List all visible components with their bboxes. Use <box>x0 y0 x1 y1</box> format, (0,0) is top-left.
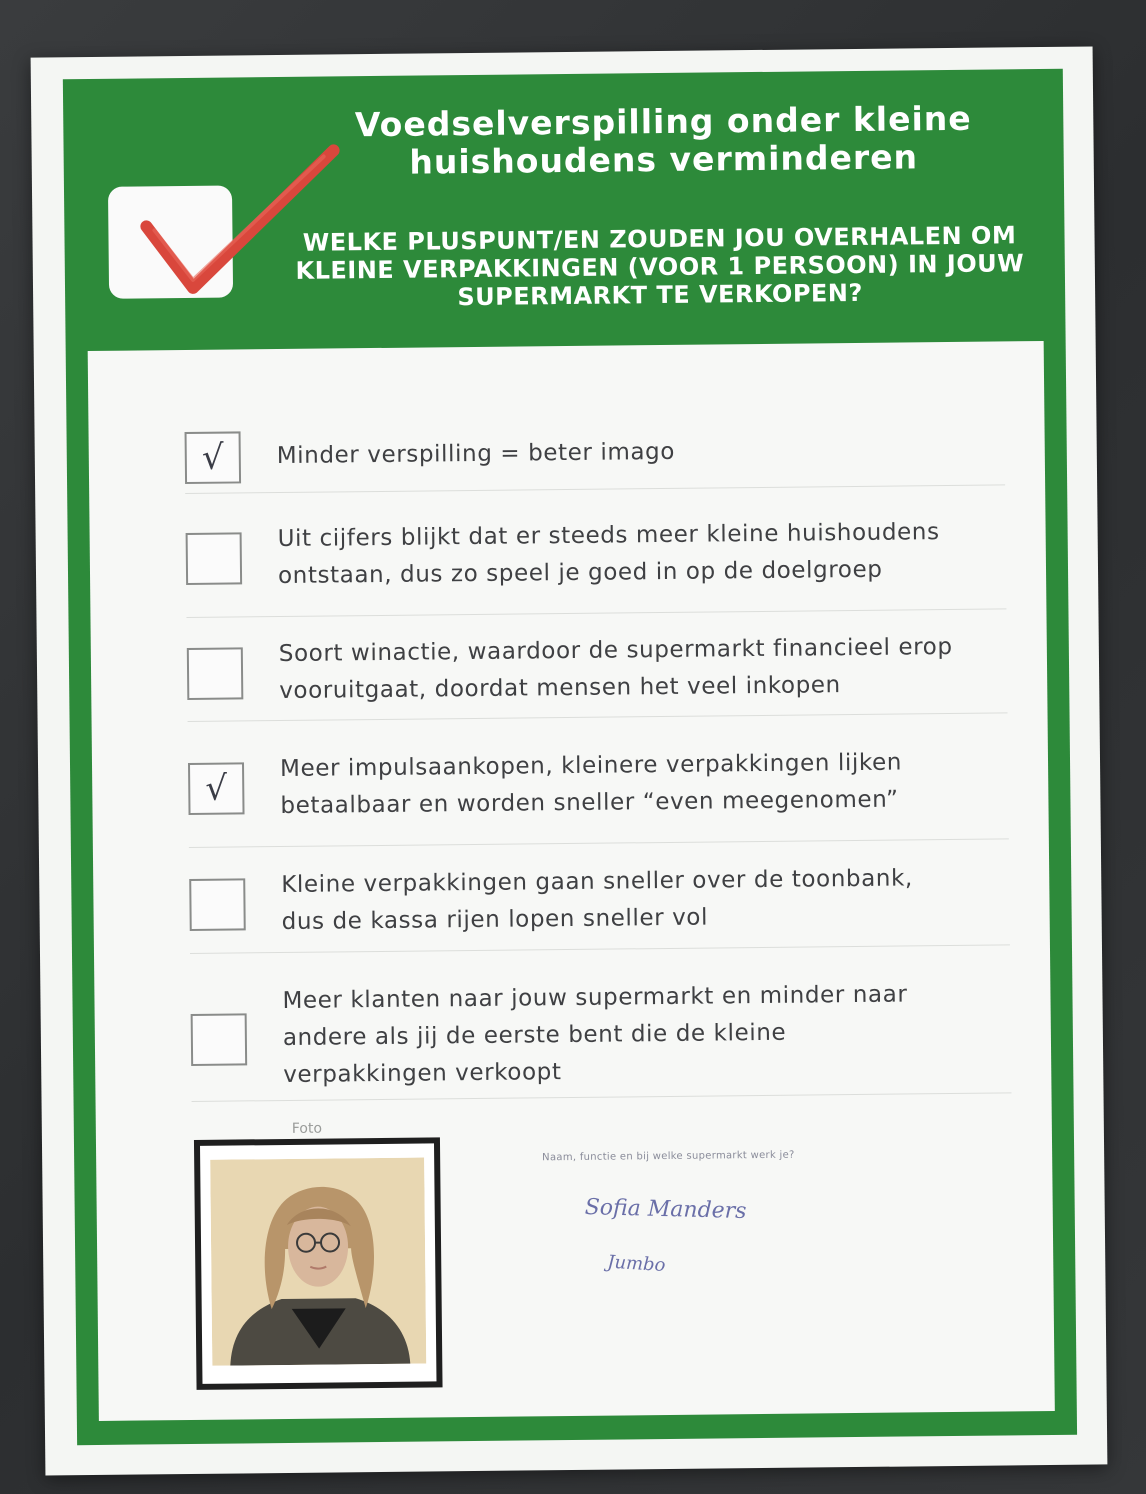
checkbox[interactable] <box>187 647 244 700</box>
option-item[interactable] <box>184 413 1005 494</box>
survey-question: WELKE PLUSPUNT/EN ZOUDEN JOU OVERHALEN OM KLEINE VERPAKKINGEN (VOOR 1 PERSOON) IN JOUW SUPERMARKT TE VERKOPEN? <box>295 221 1025 312</box>
green-frame <box>63 69 1077 1445</box>
option-label: Soort winactie, waardoor de supermarkt financieel erop vooruitgaat, doordat mensen het veel inkopen <box>278 633 953 704</box>
content-panel <box>88 341 1055 1421</box>
header <box>63 69 1066 351</box>
photo-label: Foto <box>291 1120 323 1137</box>
option-label: Kleine verpakkingen gaan sneller over de toonbank, dus de kassa rijen lopen sneller vol <box>281 864 913 935</box>
option-item[interactable] <box>188 721 1009 848</box>
option-item[interactable] <box>187 617 1008 722</box>
option-item[interactable] <box>185 491 1006 618</box>
page-title: Voedselverspilling onder kleine huishoudens verminderen <box>354 98 972 182</box>
portrait-photo <box>210 1158 426 1366</box>
photo-frame <box>194 1137 443 1390</box>
checkbox[interactable] <box>186 532 243 585</box>
checkbox[interactable] <box>189 878 246 931</box>
survey-sheet <box>31 46 1108 1475</box>
checkbox[interactable] <box>191 1013 248 1066</box>
option-item[interactable] <box>189 847 1010 954</box>
option-item[interactable] <box>190 969 1011 1102</box>
handwritten-store: Jumbo <box>606 1251 667 1277</box>
option-label: Minder verspilling = beter imago <box>276 438 676 470</box>
option-label: Meer klanten naar jouw supermarkt en minder naar andere als jij de eerste bent die de kleine verpakkingen verkoopt <box>282 981 908 1089</box>
checkbox[interactable]: √ <box>188 762 245 815</box>
option-label: Meer impulsaankopen, kleinere verpakkingen lijken betaalbaar en worden sneller “even meegenomen” <box>279 749 903 819</box>
name-prompt: Naam, functie en bij welke supermarkt werk je? <box>542 1149 795 1164</box>
option-label: Uit cijfers blijkt dat er steeds meer kleine huishoudens ontstaan, dus zo speel je goed in op de doelgroep <box>277 518 940 589</box>
handwritten-name: Sofia Manders <box>584 1195 747 1224</box>
checkbox[interactable]: √ <box>185 431 242 484</box>
